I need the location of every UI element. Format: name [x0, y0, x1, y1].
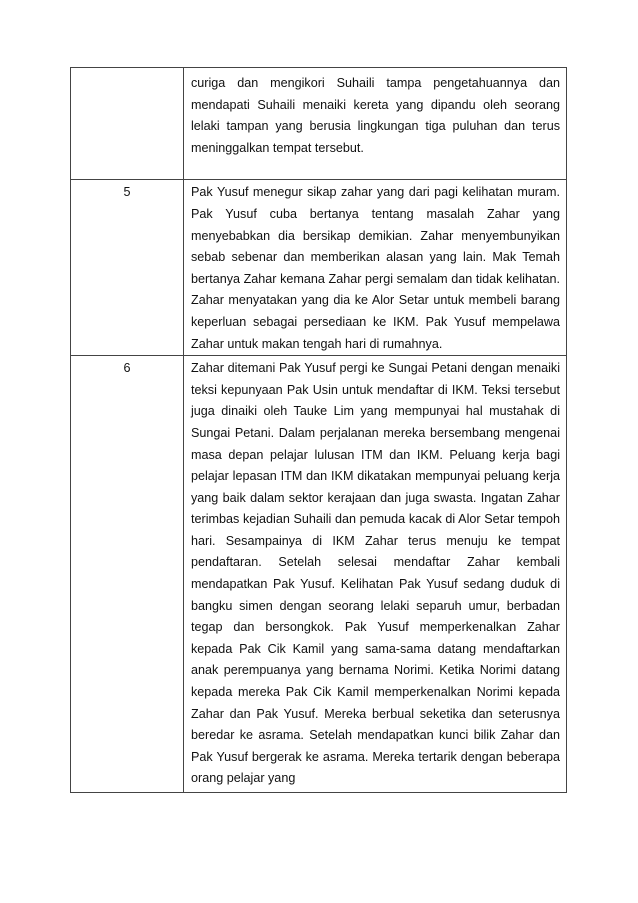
row-text-cell: curiga dan mengikori Suhaili tampa pengetahuannya dan mendapati Suhaili menaiki kereta yang dipandu oleh seorang lelaki tampan yang berusia lingkungan tiga puluhan dan terus meninggalkan tempat tersebut.	[184, 68, 567, 180]
table-row	[71, 180, 567, 356]
row-number-cell: 5	[71, 180, 184, 356]
row-text-cell: Pak Yusuf menegur sikap zahar yang dari pagi kelihatan muram. Pak Yusuf cuba bertanya tentang masalah Zahar yang menyebabkan dia bersikap demikian. Zahar menyembunyikan sebab sebenar dan memberikan alasan yang lain. Mak Temah bertanya Zahar kemana Zahar pergi semalam dan tidak kelihatan. Zahar menyatakan yang dia ke Alor Setar untuk membeli barang keperluan sebagai persediaan ke IKM. Pak Yusuf mempelawa Zahar untuk makan tengah hari di rumahnya.	[184, 180, 567, 356]
table-row	[71, 356, 567, 793]
row-number-cell: 6	[71, 356, 184, 793]
table-row	[71, 68, 567, 180]
synopsis-table	[70, 67, 567, 793]
row-number-cell	[71, 68, 184, 180]
row-text-cell: Zahar ditemani Pak Yusuf pergi ke Sungai Petani dengan menaiki teksi kepunyaan Pak Usin untuk mendaftar di IKM. Teksi tersebut juga dinaiki oleh Tauke Lim yang mempunyai hal mustahak di Sungai Petani. Dalam perjalanan mereka bersembang mengenai masa depan pelajar lulusan ITM dan IKM. Peluang kerja bagi pelajar lepasan ITM dan IKM dikatakan mempunyai peluang kerja yang baik dalam sektor kerajaan dan juga swasta. Ingatan Zahar terimbas kejadian Suhaili dan pemuda kacak di Alor Setar tempoh hari. Sesampainya di IKM Zahar terus menuju ke tempat pendaftaran. Setelah selesai mendaftar Zahar kembali mendapatkan Pak Yusuf. Kelihatan Pak Yusuf sedang duduk di bangku simen dengan seorang lelaki separuh umur, berbadan tegap dan bersongkok. Pak Yusuf memperkenalkan Zahar kepada Pak Cik Kamil yang sama-sama datang mendaftarkan anak perempuanya yang bernama Norimi. Ketika Norimi datang kepada mereka Pak Cik Kamil memperkenalkan Norimi kepada Zahar dan Pak Yusuf. Mereka berbual seketika dan seterusnya beredar ke asrama. Setelah mendapatkan kunci bilik Zahar dan Pak Yusuf bergerak ke asrama. Mereka tertarik dengan beberapa orang pelajar yang	[184, 356, 567, 793]
